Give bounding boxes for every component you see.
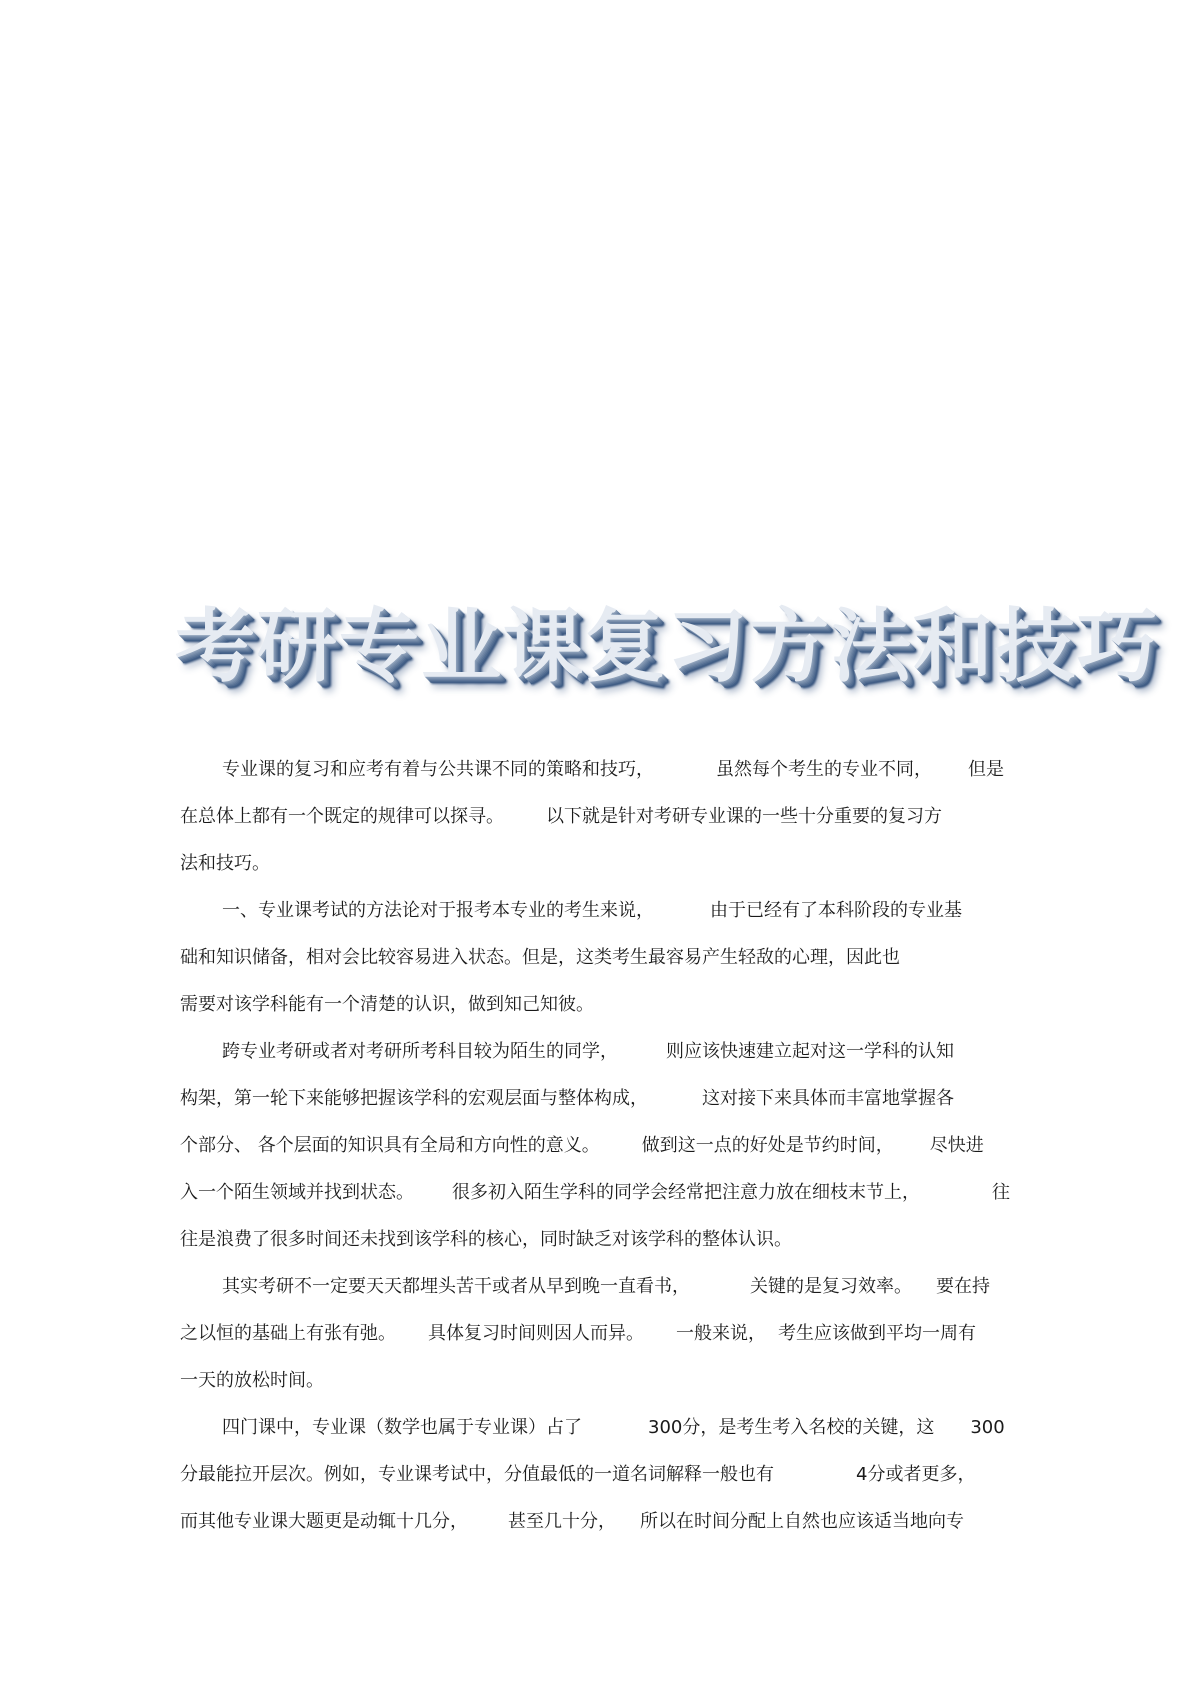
score-value: 300 — [648, 1417, 683, 1438]
text-segment: 专业课的复习和应考有着与公共课不同的策略和技巧， — [222, 759, 654, 780]
text-segment: 跨专业考研或者对考研所考科目较为陌生的同学， — [222, 1041, 618, 1062]
text-segment: 尽快进 — [929, 1135, 984, 1156]
text-segment: 往 — [992, 1182, 1010, 1203]
text-segment: 虽然每个考生的专业不同， — [716, 759, 932, 780]
text-segment: 但是 — [968, 759, 1004, 780]
paragraph — [180, 1275, 1010, 1393]
paragraph — [180, 1416, 1010, 1534]
text-segment: 分，是考生考入名校的关键，这 — [682, 1417, 935, 1438]
text-segment: 构架，第一轮下来能够把握该学科的宏观层面与整体构成， — [180, 1088, 648, 1109]
text-line — [180, 1510, 1010, 1534]
paragraph — [180, 758, 1010, 876]
text-segment: 做到这一点的好处是节约时间， — [641, 1135, 894, 1156]
text-line — [180, 946, 1010, 970]
text-line — [180, 758, 1010, 782]
text-segment: 而其他专业课大题更是动辄十几分， — [180, 1511, 468, 1532]
text-segment: 四门课中，专业课（数学也属于专业课）占了 — [222, 1417, 582, 1438]
text-segment: 往是浪费了很多时间还未找到该学科的核心，同时缺乏对该学科的整体认识。 — [180, 1229, 792, 1250]
text-line — [180, 1416, 1010, 1440]
text-segment: 则应该快速建立起对这一学科的认知 — [666, 1041, 954, 1062]
text-segment: 础和知识储备，相对会比较容易进入状态。但是，这类考生最容易产生轻敌的心理，因此也 — [180, 947, 900, 968]
paragraph — [180, 1040, 1010, 1252]
text-line — [180, 1369, 1010, 1393]
text-segment: 在总体上都有一个既定的规律可以探寻。 — [180, 806, 504, 827]
score-value: 4 — [856, 1464, 868, 1485]
text-segment: 分最能拉开层次。例如，专业课考试中，分值最低的一道名词解释一般也有 — [180, 1464, 774, 1485]
document-title: 考研专业课复习方法和技巧 — [175, 600, 1159, 693]
text-line — [180, 1087, 1010, 1111]
text-segment: 个部分、 各个层面的知识具有全局和方向性的意义。 — [180, 1135, 600, 1156]
text-segment: 这对接下来具体而丰富地掌握各 — [702, 1088, 954, 1109]
text-segment: 关键的是复习效率。 — [750, 1276, 912, 1297]
text-segment: 法和技巧。 — [180, 853, 270, 874]
text-segment: 之以恒的基础上有张有弛。 — [180, 1323, 396, 1344]
text-segment: 甚至几十分， — [508, 1511, 616, 1532]
text-segment: 考生应该做到平均一周有 — [778, 1323, 976, 1344]
text-segment: 其实考研不一定要天天都埋头苦干或者从早到晚一直看书， — [222, 1276, 690, 1297]
text-segment: 由于已经有了本科阶段的专业基 — [710, 900, 962, 921]
text-line — [180, 899, 1010, 923]
score-value: 300 — [970, 1417, 1005, 1438]
text-line — [180, 1275, 1010, 1299]
text-segment: 分或者更多， — [867, 1464, 976, 1485]
text-segment: 一般来说， — [676, 1323, 766, 1344]
text-line — [180, 1181, 1010, 1205]
text-line — [180, 1322, 1010, 1346]
text-line — [180, 1134, 1010, 1158]
text-segment: 入一个陌生领域并找到状态。 — [180, 1182, 414, 1203]
text-segment: 很多初入陌生学科的同学会经常把注意力放在细枝末节上， — [452, 1182, 920, 1203]
text-segment: 要在持 — [936, 1276, 990, 1297]
text-segment: 一、专业课考试的方法论对于报考本专业的考生来说， — [222, 900, 654, 921]
text-segment: 具体复习时间则因人而异。 — [428, 1323, 644, 1344]
text-line — [180, 1463, 1010, 1487]
text-segment: 一天的放松时间。 — [180, 1370, 324, 1391]
text-segment: 需要对该学科能有一个清楚的认识，做到知己知彼。 — [180, 994, 594, 1015]
text-segment: 所以在时间分配上自然也应该适当地向专 — [640, 1511, 964, 1532]
paragraph — [180, 899, 1010, 1017]
text-line — [180, 805, 1010, 829]
text-segment: 以下就是针对考研专业课的一些十分重要的复习方 — [546, 806, 942, 827]
text-line — [180, 852, 1010, 876]
text-line — [180, 1040, 1010, 1064]
document-body — [180, 758, 1010, 1557]
text-line — [180, 1228, 1010, 1252]
text-line — [180, 993, 1010, 1017]
